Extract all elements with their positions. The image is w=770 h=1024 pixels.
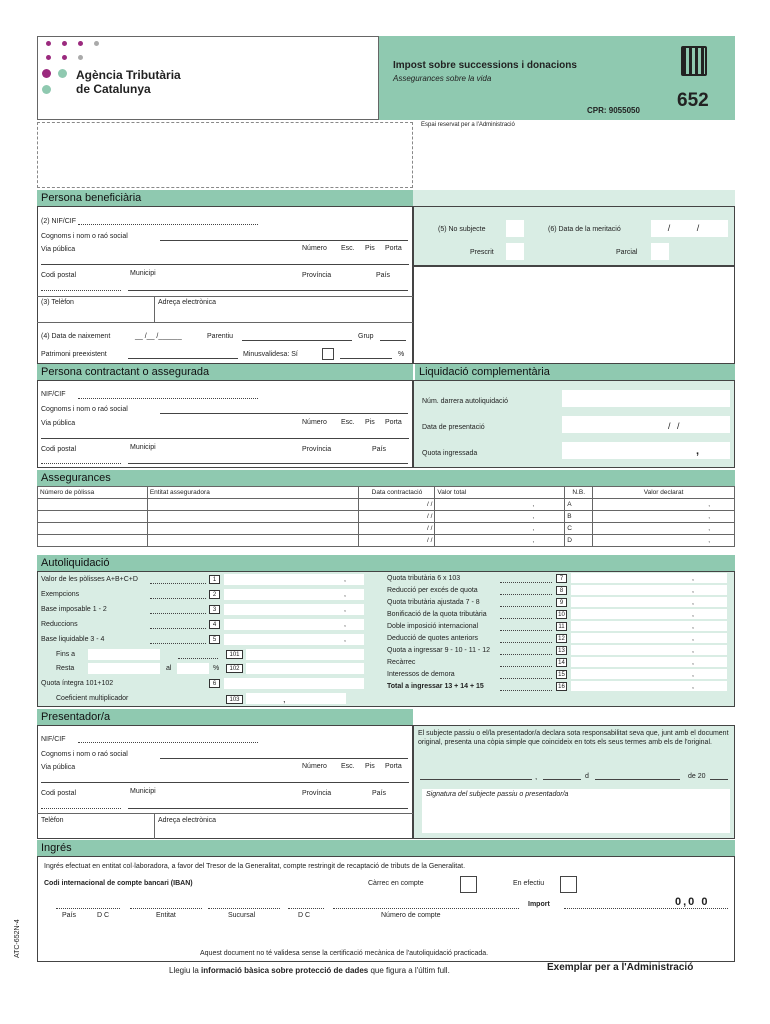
iban-compte-label: Número de compte xyxy=(381,912,441,919)
nb-cell: A xyxy=(565,499,593,511)
sa-left-comma: , xyxy=(344,606,346,613)
sa-right-label: Total a ingressar 13 + 14 + 15 xyxy=(387,683,484,690)
no-subjecte-checkbox[interactable] xyxy=(506,220,524,237)
presenter-municipi-label: Municipi xyxy=(130,788,156,795)
beneficiary-street-label: Via pública xyxy=(41,246,76,253)
beneficiary-right-band xyxy=(413,190,735,206)
sa-right-label: Doble imposició internacional xyxy=(387,623,479,630)
form-header xyxy=(379,36,735,120)
beneficiary-nif-label: (2) NIF/CIF xyxy=(41,218,76,225)
beneficiary-porta-label: Porta xyxy=(385,245,402,252)
logo-dot xyxy=(42,85,51,94)
sa-right-label: Quota tributària ajustada 7 - 8 xyxy=(387,599,480,606)
resta-value-field[interactable] xyxy=(246,663,364,674)
contracting-porta-label: Porta xyxy=(385,419,402,426)
admin-reserved-label: Espai reservat per a l'Administració xyxy=(421,122,515,128)
fins-value-field[interactable] xyxy=(246,649,364,660)
iban-sucursal-label: Sucursal xyxy=(228,912,256,919)
complementary-date-value: / / xyxy=(668,421,682,431)
beneficiary-parentiu-field[interactable] xyxy=(242,340,352,341)
sa-left-dots xyxy=(150,628,206,629)
sa-right-label: Reducció per excés de quota xyxy=(387,587,478,594)
agency-name xyxy=(76,68,181,96)
table-row[interactable] xyxy=(38,499,735,511)
table-row[interactable] xyxy=(38,535,735,547)
al-label: al xyxy=(166,665,172,672)
sa-right-comma: , xyxy=(692,683,694,690)
sa-right-field[interactable] xyxy=(571,621,727,631)
beneficiary-parentiu-label: Parentiu xyxy=(207,333,234,340)
sa-left-dots xyxy=(150,613,206,614)
sa-right-box: 9 xyxy=(556,598,567,607)
sa-right-field[interactable] xyxy=(571,669,727,679)
total-cell[interactable]: , xyxy=(435,511,565,523)
sa-right-field[interactable] xyxy=(571,645,727,655)
parcial-checkbox[interactable] xyxy=(651,243,669,260)
beneficiary-pct-field[interactable] xyxy=(340,358,392,359)
sa-right-dots xyxy=(500,582,552,583)
total-cell[interactable]: , xyxy=(435,523,565,535)
validity-note: Aquest document no té validesa sense la certificació mecànica de l'autoliquidació practicada. xyxy=(200,950,489,957)
sa-left-label: Exempcions xyxy=(41,591,80,598)
table-row[interactable] xyxy=(38,523,735,535)
sa-right-label: Quota tributària 6 x 103 xyxy=(387,575,461,582)
no-subjecte-label: (5) No subjecte xyxy=(438,226,486,233)
complementary-paid-field[interactable] xyxy=(562,442,730,459)
sa-right-dots xyxy=(500,594,552,595)
total-cell[interactable]: , xyxy=(435,535,565,547)
sa-right-box: 11 xyxy=(556,622,567,631)
beneficiary-box xyxy=(37,206,413,364)
coef-comma: , xyxy=(283,694,286,704)
place-field[interactable] xyxy=(420,779,532,780)
sa-right-field[interactable] xyxy=(571,609,727,619)
sa-left-comma: , xyxy=(344,621,346,628)
form-subtitle: Assegurances sobre la vida xyxy=(393,74,492,83)
sa-left-box: 4 xyxy=(209,620,220,629)
contracting-nif-field[interactable] xyxy=(78,398,258,399)
sa-right-field[interactable] xyxy=(571,657,727,667)
sa-left-label: Base imposable 1 - 2 xyxy=(41,606,107,613)
policy-cell[interactable] xyxy=(38,499,148,511)
sa-left-box: 1 xyxy=(209,575,220,584)
sa-right-field[interactable] xyxy=(571,585,727,595)
beneficiary-divider2 xyxy=(37,322,413,323)
sa-left-box: 2 xyxy=(209,590,220,599)
complementary-date-field[interactable] xyxy=(562,416,730,433)
sa-right-box: 15 xyxy=(556,670,567,679)
col-header-declared: Valor declarat xyxy=(593,487,735,499)
entity-cell[interactable] xyxy=(147,511,359,523)
iban-branch-field[interactable] xyxy=(208,908,280,909)
iban-pais-label: País xyxy=(62,912,77,919)
sa-right-dots xyxy=(500,606,552,607)
presenter-provincia-label: Província xyxy=(302,790,332,797)
presenter-divider xyxy=(37,813,413,814)
logo-dot xyxy=(42,69,51,78)
signature-box[interactable] xyxy=(422,789,730,833)
contracting-location-field[interactable] xyxy=(128,463,408,464)
col-header-total: Valor total xyxy=(435,487,565,499)
sa-right-field[interactable] xyxy=(571,633,727,643)
contracting-nif-label: NIF/CIF xyxy=(41,391,66,398)
month-field[interactable] xyxy=(595,779,680,780)
declared-cell[interactable]: , xyxy=(593,499,735,511)
contracting-esc-label: Esc. xyxy=(341,419,355,426)
beneficiary-municipi-label: Municipi xyxy=(130,270,156,277)
year-field[interactable] xyxy=(710,779,728,780)
col-header-entity: Entitat asseguradora xyxy=(147,487,359,499)
iban-entity-field[interactable] xyxy=(130,908,202,909)
beneficiary-nif-field[interactable] xyxy=(78,224,258,225)
day-field[interactable] xyxy=(543,779,581,780)
presenter-esc-label: Esc. xyxy=(341,763,355,770)
sa-right-dots xyxy=(500,690,552,691)
agency-line1: Agència Tributària xyxy=(76,68,181,82)
beneficiary-grup-label: Grup xyxy=(358,333,374,340)
policy-cell[interactable] xyxy=(38,523,148,535)
iban-label: Codi internacional de compte bancari (IBAN) xyxy=(44,880,193,887)
sa-right-comma: , xyxy=(692,659,694,666)
declared-cell[interactable]: , xyxy=(593,535,735,547)
rate-pct: % xyxy=(213,665,220,672)
sa-right-box: 7 xyxy=(556,574,567,583)
sa-right-label: Recàrrec xyxy=(387,659,416,666)
presenter-postcode-label: Codi postal xyxy=(41,790,77,797)
beneficiary-postcode-field[interactable] xyxy=(41,290,121,291)
import-label: Import xyxy=(528,901,550,908)
contracting-name-field[interactable] xyxy=(160,413,408,414)
beneficiary-patrimoni-field[interactable] xyxy=(128,358,238,359)
presenter-location-field[interactable] xyxy=(128,808,408,809)
sa-right-label: Bonificació de la quota tributària xyxy=(387,611,487,618)
sa-left-comma: , xyxy=(344,636,346,643)
iban-country-field[interactable] xyxy=(56,908,120,909)
nb-cell: D xyxy=(565,535,593,547)
presenter-porta-label: Porta xyxy=(385,763,402,770)
presenter-email-label: Adreça electrònica xyxy=(158,817,216,824)
admin-reserved-area xyxy=(37,122,413,188)
date-cell[interactable]: / / xyxy=(359,523,435,535)
presenter-declaration: El subjecte passiu o el/la presentador/a declara sota responsabilitat seva que, junt amb el document original, presenta una còpia simple que coincideix en tots els seus termes amb els de l'original. xyxy=(418,730,729,746)
sa-right-dots xyxy=(500,654,552,655)
beneficiary-title: Persona beneficiària xyxy=(37,190,413,206)
sa-right-comma: , xyxy=(692,635,694,642)
sa-right-comma: , xyxy=(692,647,694,654)
sa-right-dots xyxy=(500,642,552,643)
presenter-name-label: Cognoms i nom o raó social xyxy=(41,751,128,758)
complementary-title: Liquidació complementària xyxy=(415,364,735,380)
rate-field[interactable] xyxy=(177,663,209,674)
beneficiary-email-label: Adreça electrònica xyxy=(158,299,216,306)
beneficiary-minusvalidesa-label: Minusvalidesa: Sí xyxy=(243,351,298,358)
note-link[interactable]: informació bàsica sobre protecció de dades xyxy=(201,966,369,975)
logo-dot xyxy=(78,41,83,46)
nb-cell: C xyxy=(565,523,593,535)
data-meritacio-label: (6) Data de la meritació xyxy=(548,226,621,233)
beneficiary-name-label: Cognoms i nom o raó social xyxy=(41,233,128,240)
sa-left-field[interactable] xyxy=(224,619,364,630)
import-field[interactable] xyxy=(564,908,728,909)
sa-right-label: Deducció de quotes anteriors xyxy=(387,635,479,642)
sa-right-field[interactable] xyxy=(571,597,727,607)
coef-box: 103 xyxy=(226,695,243,704)
beneficiary-location-field[interactable] xyxy=(128,290,408,291)
sa-left-field[interactable] xyxy=(224,574,364,585)
coef-field[interactable] xyxy=(246,693,346,704)
sa-right-field[interactable] xyxy=(571,681,727,691)
presenter-pais-label: País xyxy=(372,790,387,797)
presenter-phone-label: Telèfon xyxy=(41,817,64,824)
presenter-phone-divider xyxy=(154,813,155,839)
beneficiary-divider xyxy=(37,296,413,297)
sa-left-dots xyxy=(150,643,206,644)
fins-dots xyxy=(178,658,218,659)
table-row[interactable] xyxy=(38,511,735,523)
contracting-street-field[interactable] xyxy=(41,438,409,439)
sa-left-comma: , xyxy=(344,576,346,583)
logo-dot xyxy=(46,55,51,60)
selfassessment-title: Autoliquidació xyxy=(37,555,735,571)
beneficiary-postcode-label: Codi postal xyxy=(41,272,77,279)
declared-cell[interactable]: , xyxy=(593,523,735,535)
beneficiary-provincia-label: Província xyxy=(302,272,332,279)
efectiu-label: En efectiu xyxy=(513,880,545,887)
sa-right-dots xyxy=(500,666,552,667)
resta-box: 102 xyxy=(226,664,243,673)
sa-right-comma: , xyxy=(692,587,694,594)
complementary-num-field[interactable] xyxy=(562,390,730,407)
iban-entitat-label: Entitat xyxy=(156,912,176,919)
contracting-numero-label: Número xyxy=(302,419,327,426)
presenter-name-field[interactable] xyxy=(160,758,408,759)
sa-left-label: Valor de les pòlisses A+B+C+D xyxy=(41,576,138,583)
col-header-policy: Número de pòlissa xyxy=(38,487,148,499)
total-cell[interactable]: , xyxy=(435,499,565,511)
carrec-checkbox[interactable] xyxy=(460,876,477,893)
beneficiary-minusvalidesa-checkbox[interactable] xyxy=(322,348,334,360)
contracting-pais-label: País xyxy=(372,446,387,453)
sa-right-comma: , xyxy=(692,671,694,678)
policy-cell[interactable] xyxy=(38,535,148,547)
presenter-nif-label: NIF/CIF xyxy=(41,736,66,743)
logo-dot xyxy=(78,55,83,60)
coef-label: Coeficient multiplicador xyxy=(56,695,129,702)
payment-title: Ingrés xyxy=(37,840,735,856)
quota-integra-box: 6 xyxy=(209,679,220,688)
presenter-pis-label: Pis xyxy=(365,763,375,770)
presenter-street-field[interactable] xyxy=(41,782,409,783)
resta-label: Resta xyxy=(56,665,75,672)
sa-right-field[interactable] xyxy=(571,573,727,583)
entity-cell[interactable] xyxy=(147,499,359,511)
sa-right-box: 16 xyxy=(556,682,567,691)
sa-right-box: 14 xyxy=(556,658,567,667)
contracting-name-label: Cognoms i nom o raó social xyxy=(41,406,128,413)
contracting-box xyxy=(37,380,413,468)
sa-right-box: 8 xyxy=(556,586,567,595)
copy-label: Exemplar per a l'Administració xyxy=(547,962,694,973)
contracting-pis-label: Pis xyxy=(365,419,375,426)
efectiu-checkbox[interactable] xyxy=(560,876,577,893)
complementary-num-label: Núm. darrera autoliquidació xyxy=(422,398,508,405)
sa-left-dots xyxy=(150,583,206,584)
sa-left-field[interactable] xyxy=(224,604,364,615)
sa-right-comma: , xyxy=(692,599,694,606)
agency-logo-block xyxy=(37,36,379,120)
beneficiary-pct-label: % xyxy=(398,351,405,358)
presenter-street-label: Via pública xyxy=(41,764,76,771)
insurance-header-row xyxy=(38,487,735,499)
presenter-nif-field[interactable] xyxy=(78,742,258,743)
payment-intro: Ingrés efectuat en entitat col·laboradora, a favor del Tresor de la Generalitat, compte restringit de recaptació de tributs de la Generalitat. xyxy=(44,863,466,870)
payment-box xyxy=(37,856,735,962)
beneficiary-name-field[interactable] xyxy=(160,240,408,241)
policy-cell[interactable] xyxy=(38,511,148,523)
carrec-label: Càrrec en compte xyxy=(368,880,424,887)
sa-left-dots xyxy=(150,598,206,599)
iban-dc2-label: D C xyxy=(298,912,311,919)
data-protection-note xyxy=(169,966,450,975)
sa-right-dots xyxy=(500,678,552,679)
form-code: ATC-652N-4 xyxy=(14,919,21,958)
complementary-paid-comma: , xyxy=(696,445,700,457)
date-cell[interactable]: / / xyxy=(359,511,435,523)
beneficiary-esc-label: Esc. xyxy=(341,245,355,252)
sa-left-field[interactable] xyxy=(224,589,364,600)
sa-right-comma: , xyxy=(692,623,694,630)
nb-cell: B xyxy=(565,511,593,523)
fins-field[interactable] xyxy=(88,649,160,660)
date-cell[interactable]: / / xyxy=(359,499,435,511)
presenter-title: Presentador/a xyxy=(37,709,413,725)
declared-cell[interactable]: , xyxy=(593,511,735,523)
sa-right-label: Interessos de demora xyxy=(387,671,455,678)
entity-cell[interactable] xyxy=(147,523,359,535)
beneficiary-pis-label: Pis xyxy=(365,245,375,252)
sa-left-field[interactable] xyxy=(224,634,364,645)
beneficiary-right-empty xyxy=(413,266,735,364)
generalitat-emblem-icon xyxy=(681,46,707,76)
sa-right-dots xyxy=(500,618,552,619)
col-header-nb: N.B. xyxy=(565,487,593,499)
d-label: d xyxy=(585,773,589,780)
sa-right-label: Quota a ingressar 9 - 10 - 11 - 12 xyxy=(387,647,490,654)
iban-dc-label: D C xyxy=(97,912,110,919)
data-meritacio-field[interactable]: / / xyxy=(651,220,728,237)
iban-dc-field[interactable] xyxy=(288,908,324,909)
note-pre: Llegiu la xyxy=(169,966,199,975)
cpr-code: CPR: 9055050 xyxy=(587,106,640,115)
sa-right-comma: , xyxy=(692,575,694,582)
contracting-provincia-label: Província xyxy=(302,446,332,453)
sa-right-box: 10 xyxy=(556,610,567,619)
sa-right-box: 12 xyxy=(556,634,567,643)
contracting-title: Persona contractant o assegurada xyxy=(37,364,413,380)
insurance-table xyxy=(37,486,735,547)
col-header-date: Data contractació xyxy=(359,487,435,499)
agency-line2: de Catalunya xyxy=(76,82,151,96)
sa-right-box: 13 xyxy=(556,646,567,655)
beneficiary-birth-field[interactable]: __ /__ /______ xyxy=(135,333,182,340)
beneficiary-street-field[interactable] xyxy=(41,264,409,265)
sa-left-box: 3 xyxy=(209,605,220,614)
sa-right-comma: , xyxy=(692,611,694,618)
sa-right-dots xyxy=(500,630,552,631)
presenter-numero-label: Número xyxy=(302,763,327,770)
form-title: Impost sobre successions i donacions xyxy=(393,60,577,71)
place-comma: , xyxy=(535,772,538,781)
contracting-postcode-field[interactable] xyxy=(41,463,121,464)
fins-box: 101 xyxy=(226,650,243,659)
contracting-street-label: Via pública xyxy=(41,420,76,427)
sa-left-box: 5 xyxy=(209,635,220,644)
insurance-title: Assegurances xyxy=(37,470,735,486)
logo-dot xyxy=(46,41,51,46)
de20-label: de 20 xyxy=(688,773,706,780)
resta-field[interactable] xyxy=(88,663,160,674)
sa-left-label: Base liquidable 3 - 4 xyxy=(41,636,105,643)
date-cell[interactable]: / / xyxy=(359,535,435,547)
complementary-paid-label: Quota ingressada xyxy=(422,450,478,457)
prescrit-checkbox[interactable] xyxy=(506,243,524,260)
model-number: 652 xyxy=(677,90,709,111)
sa-left-comma: , xyxy=(344,591,346,598)
presenter-postcode-field[interactable] xyxy=(41,808,121,809)
beneficiary-numero-label: Número xyxy=(302,245,327,252)
complementary-date-label: Data de presentació xyxy=(422,424,485,431)
sa-left-label: Reduccions xyxy=(41,621,78,628)
import-amount: 0,0 0 xyxy=(675,896,710,908)
logo-dot xyxy=(62,41,67,46)
beneficiary-phone-divider xyxy=(154,296,155,322)
contracting-postcode-label: Codi postal xyxy=(41,446,77,453)
signature-label: Signatura del subjecte passiu o presentador/a xyxy=(426,791,569,798)
logo-dot xyxy=(94,41,99,46)
contracting-municipi-label: Municipi xyxy=(130,444,156,451)
entity-cell[interactable] xyxy=(147,535,359,547)
logo-dot xyxy=(62,55,67,60)
beneficiary-phone-label: (3) Telèfon xyxy=(41,299,74,306)
fins-label: Fins a xyxy=(56,651,76,658)
iban-account-field[interactable] xyxy=(333,908,519,909)
quota-integra-label: Quota íntegra 101+102 xyxy=(41,680,114,687)
prescrit-label: Prescrit xyxy=(470,249,494,256)
parcial-label: Parcial xyxy=(616,249,638,256)
note-post: que figura a l'últim full. xyxy=(370,966,450,975)
logo-dot xyxy=(58,69,67,78)
beneficiary-birth-label: (4) Data de naixement xyxy=(41,333,111,340)
beneficiary-patrimoni-label: Patrimoni preexistent xyxy=(41,351,107,358)
beneficiary-grup-field[interactable] xyxy=(380,340,406,341)
quota-integra-field[interactable] xyxy=(224,678,364,689)
beneficiary-pais-label: País xyxy=(376,272,391,279)
